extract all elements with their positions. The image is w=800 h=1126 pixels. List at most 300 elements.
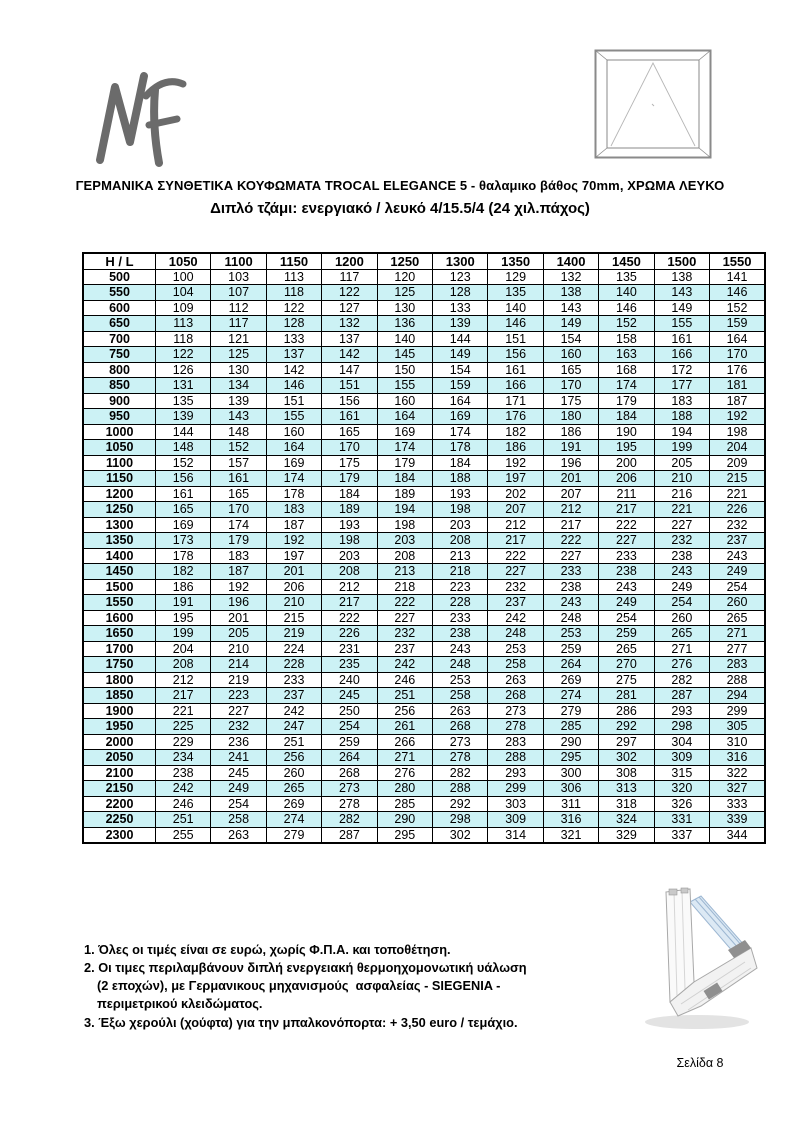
price-cell: 186 xyxy=(488,440,543,456)
price-cell: 295 xyxy=(377,827,432,843)
price-cell: 143 xyxy=(211,409,266,425)
table-row xyxy=(83,750,765,766)
price-cell: 253 xyxy=(488,641,543,657)
price-cell: 287 xyxy=(322,827,377,843)
price-cell: 118 xyxy=(156,331,211,347)
price-cell: 310 xyxy=(710,734,765,750)
price-cell: 238 xyxy=(599,564,654,580)
price-cell: 140 xyxy=(377,331,432,347)
price-cell: 320 xyxy=(654,781,709,797)
price-cell: 203 xyxy=(433,517,488,533)
table-row xyxy=(83,672,765,688)
price-cell: 197 xyxy=(488,471,543,487)
price-cell: 164 xyxy=(710,331,765,347)
price-cell: 249 xyxy=(710,564,765,580)
price-cell: 178 xyxy=(266,486,321,502)
row-header: 1900 xyxy=(83,703,156,719)
price-cell: 194 xyxy=(377,502,432,518)
price-cell: 157 xyxy=(211,455,266,471)
price-cell: 237 xyxy=(710,533,765,549)
price-cell: 278 xyxy=(322,796,377,812)
price-cell: 191 xyxy=(156,595,211,611)
row-header: 1100 xyxy=(83,455,156,471)
price-cell: 221 xyxy=(710,486,765,502)
table-row xyxy=(83,641,765,657)
price-cell: 322 xyxy=(710,765,765,781)
price-cell: 137 xyxy=(266,347,321,363)
corner-label: H / L xyxy=(83,253,156,269)
price-cell: 258 xyxy=(488,657,543,673)
price-cell: 256 xyxy=(377,703,432,719)
price-cell: 274 xyxy=(543,688,598,704)
price-cell: 192 xyxy=(266,533,321,549)
price-cell: 285 xyxy=(377,796,432,812)
price-cell: 309 xyxy=(654,750,709,766)
price-cell: 212 xyxy=(156,672,211,688)
price-cell: 265 xyxy=(710,610,765,626)
price-cell: 155 xyxy=(654,316,709,332)
price-cell: 133 xyxy=(266,331,321,347)
price-cell: 292 xyxy=(599,719,654,735)
price-cell: 214 xyxy=(211,657,266,673)
price-cell: 142 xyxy=(266,362,321,378)
price-cell: 196 xyxy=(543,455,598,471)
price-cell: 228 xyxy=(433,595,488,611)
price-cell: 154 xyxy=(433,362,488,378)
price-cell: 228 xyxy=(266,657,321,673)
price-cell: 198 xyxy=(710,424,765,440)
price-cell: 243 xyxy=(433,641,488,657)
note-line: 1. Όλες οι τιμές είναι σε ευρώ, χωρίς Φ.Π.Α. και τοποθέτηση. xyxy=(84,942,451,957)
price-cell: 249 xyxy=(211,781,266,797)
price-cell: 253 xyxy=(543,626,598,642)
price-cell: 299 xyxy=(710,703,765,719)
price-cell: 329 xyxy=(599,827,654,843)
price-cell: 282 xyxy=(322,812,377,828)
price-cell: 202 xyxy=(488,486,543,502)
column-header: 1150 xyxy=(266,253,321,269)
price-cell: 208 xyxy=(156,657,211,673)
price-cell: 259 xyxy=(322,734,377,750)
price-cell: 255 xyxy=(156,827,211,843)
price-cell: 210 xyxy=(266,595,321,611)
price-cell: 187 xyxy=(266,517,321,533)
price-cell: 258 xyxy=(433,688,488,704)
price-cell: 193 xyxy=(322,517,377,533)
price-cell: 165 xyxy=(156,502,211,518)
price-cell: 246 xyxy=(377,672,432,688)
price-cell: 308 xyxy=(599,765,654,781)
price-cell: 132 xyxy=(322,316,377,332)
price-cell: 104 xyxy=(156,285,211,301)
price-cell: 195 xyxy=(156,610,211,626)
price-cell: 247 xyxy=(266,719,321,735)
table-row xyxy=(83,486,765,502)
tilt-window-icon xyxy=(594,49,712,159)
price-cell: 224 xyxy=(266,641,321,657)
price-cell: 273 xyxy=(433,734,488,750)
price-cell: 265 xyxy=(599,641,654,657)
price-cell: 259 xyxy=(543,641,598,657)
row-header: 2300 xyxy=(83,827,156,843)
price-cell: 316 xyxy=(543,812,598,828)
price-cell: 268 xyxy=(488,688,543,704)
price-cell: 238 xyxy=(654,548,709,564)
price-cell: 174 xyxy=(377,440,432,456)
price-cell: 113 xyxy=(156,316,211,332)
price-cell: 251 xyxy=(377,688,432,704)
price-cell: 221 xyxy=(654,502,709,518)
price-cell: 227 xyxy=(377,610,432,626)
price-cell: 205 xyxy=(654,455,709,471)
row-header: 1400 xyxy=(83,548,156,564)
price-cell: 233 xyxy=(266,672,321,688)
row-header: 1700 xyxy=(83,641,156,657)
price-cell: 227 xyxy=(599,533,654,549)
price-cell: 123 xyxy=(433,269,488,285)
price-cell: 238 xyxy=(156,765,211,781)
price-cell: 143 xyxy=(654,285,709,301)
price-cell: 204 xyxy=(156,641,211,657)
price-table xyxy=(82,252,766,844)
price-cell: 122 xyxy=(266,300,321,316)
price-cell: 146 xyxy=(488,316,543,332)
table-row xyxy=(83,455,765,471)
price-cell: 234 xyxy=(156,750,211,766)
price-cell: 314 xyxy=(488,827,543,843)
price-cell: 207 xyxy=(488,502,543,518)
table-row xyxy=(83,703,765,719)
price-cell: 235 xyxy=(322,657,377,673)
price-cell: 203 xyxy=(322,548,377,564)
price-cell: 283 xyxy=(710,657,765,673)
price-cell: 271 xyxy=(710,626,765,642)
price-cell: 164 xyxy=(433,393,488,409)
price-cell: 203 xyxy=(377,533,432,549)
price-cell: 265 xyxy=(266,781,321,797)
price-cell: 344 xyxy=(710,827,765,843)
price-cell: 169 xyxy=(433,409,488,425)
price-cell: 237 xyxy=(377,641,432,657)
row-header: 550 xyxy=(83,285,156,301)
price-cell: 282 xyxy=(654,672,709,688)
price-cell: 254 xyxy=(710,579,765,595)
price-cell: 277 xyxy=(710,641,765,657)
price-cell: 238 xyxy=(543,579,598,595)
price-cell: 140 xyxy=(488,300,543,316)
price-cell: 149 xyxy=(654,300,709,316)
row-header: 2200 xyxy=(83,796,156,812)
price-cell: 231 xyxy=(322,641,377,657)
price-cell: 222 xyxy=(377,595,432,611)
table-row xyxy=(83,657,765,673)
price-cell: 146 xyxy=(710,285,765,301)
row-header: 800 xyxy=(83,362,156,378)
price-cell: 125 xyxy=(211,347,266,363)
price-cell: 248 xyxy=(433,657,488,673)
price-cell: 166 xyxy=(488,378,543,394)
row-header: 1750 xyxy=(83,657,156,673)
price-cell: 321 xyxy=(543,827,598,843)
price-cell: 165 xyxy=(322,424,377,440)
price-cell: 146 xyxy=(599,300,654,316)
price-cell: 295 xyxy=(543,750,598,766)
price-cell: 327 xyxy=(710,781,765,797)
row-header: 1150 xyxy=(83,471,156,487)
price-cell: 219 xyxy=(266,626,321,642)
price-cell: 265 xyxy=(654,626,709,642)
table-row xyxy=(83,502,765,518)
price-cell: 242 xyxy=(156,781,211,797)
price-cell: 129 xyxy=(488,269,543,285)
price-cell: 232 xyxy=(488,579,543,595)
price-cell: 191 xyxy=(543,440,598,456)
price-cell: 169 xyxy=(156,517,211,533)
price-cell: 268 xyxy=(322,765,377,781)
price-cell: 139 xyxy=(156,409,211,425)
price-cell: 288 xyxy=(710,672,765,688)
price-cell: 261 xyxy=(377,719,432,735)
table-row xyxy=(83,610,765,626)
table-row xyxy=(83,378,765,394)
price-cell: 237 xyxy=(488,595,543,611)
price-cell: 275 xyxy=(599,672,654,688)
price-cell: 183 xyxy=(211,548,266,564)
page-number: Σελίδα 8 xyxy=(676,1056,724,1070)
table-row xyxy=(83,362,765,378)
price-cell: 254 xyxy=(654,595,709,611)
price-cell: 217 xyxy=(322,595,377,611)
price-cell: 183 xyxy=(654,393,709,409)
price-cell: 139 xyxy=(211,393,266,409)
column-header: 1300 xyxy=(433,253,488,269)
row-header: 1500 xyxy=(83,579,156,595)
price-cell: 155 xyxy=(377,378,432,394)
price-cell: 141 xyxy=(710,269,765,285)
price-cell: 179 xyxy=(599,393,654,409)
table-row xyxy=(83,393,765,409)
table-row xyxy=(83,440,765,456)
price-cell: 217 xyxy=(599,502,654,518)
column-header: 1100 xyxy=(211,253,266,269)
price-table-body xyxy=(83,269,765,843)
price-cell: 242 xyxy=(266,703,321,719)
table-row xyxy=(83,564,765,580)
price-cell: 200 xyxy=(599,455,654,471)
price-cell: 204 xyxy=(710,440,765,456)
price-cell: 232 xyxy=(710,517,765,533)
price-cell: 274 xyxy=(266,812,321,828)
price-cell: 251 xyxy=(156,812,211,828)
price-cell: 150 xyxy=(377,362,432,378)
price-cell: 163 xyxy=(599,347,654,363)
window-profile-photo xyxy=(633,886,767,1036)
note-line: (2 εποχών), με Γερμανικους μηχανισμούς ασφαλείας - SIEGENIA - xyxy=(97,978,501,994)
price-cell: 293 xyxy=(488,765,543,781)
price-cell: 130 xyxy=(211,362,266,378)
price-cell: 279 xyxy=(266,827,321,843)
price-cell: 208 xyxy=(377,548,432,564)
price-cell: 206 xyxy=(599,471,654,487)
price-cell: 188 xyxy=(433,471,488,487)
price-cell: 161 xyxy=(654,331,709,347)
price-cell: 260 xyxy=(266,765,321,781)
price-cell: 221 xyxy=(156,703,211,719)
price-cell: 293 xyxy=(654,703,709,719)
price-cell: 212 xyxy=(322,579,377,595)
price-cell: 160 xyxy=(266,424,321,440)
row-header: 900 xyxy=(83,393,156,409)
price-cell: 306 xyxy=(543,781,598,797)
price-cell: 165 xyxy=(543,362,598,378)
price-cell: 149 xyxy=(543,316,598,332)
price-cell: 219 xyxy=(211,672,266,688)
price-cell: 135 xyxy=(488,285,543,301)
price-cell: 213 xyxy=(433,548,488,564)
price-cell: 138 xyxy=(654,269,709,285)
price-cell: 298 xyxy=(433,812,488,828)
nf-logo-icon xyxy=(88,70,198,174)
price-cell: 126 xyxy=(156,362,211,378)
price-cell: 135 xyxy=(599,269,654,285)
price-cell: 117 xyxy=(322,269,377,285)
price-cell: 134 xyxy=(211,378,266,394)
price-cell: 279 xyxy=(543,703,598,719)
price-cell: 290 xyxy=(543,734,598,750)
price-cell: 212 xyxy=(488,517,543,533)
price-cell: 152 xyxy=(211,440,266,456)
price-cell: 170 xyxy=(543,378,598,394)
table-row xyxy=(83,734,765,750)
price-cell: 201 xyxy=(266,564,321,580)
column-header: 1500 xyxy=(654,253,709,269)
column-header: 1050 xyxy=(156,253,211,269)
price-cell: 103 xyxy=(211,269,266,285)
price-cell: 294 xyxy=(710,688,765,704)
price-cell: 174 xyxy=(211,517,266,533)
price-cell: 232 xyxy=(377,626,432,642)
price-cell: 225 xyxy=(156,719,211,735)
price-notes xyxy=(84,941,624,1032)
price-cell: 132 xyxy=(543,269,598,285)
header-row xyxy=(83,253,765,269)
price-cell: 326 xyxy=(654,796,709,812)
price-cell: 151 xyxy=(266,393,321,409)
row-header: 1050 xyxy=(83,440,156,456)
price-cell: 298 xyxy=(654,719,709,735)
price-cell: 154 xyxy=(543,331,598,347)
price-cell: 218 xyxy=(377,579,432,595)
price-cell: 246 xyxy=(156,796,211,812)
price-cell: 254 xyxy=(211,796,266,812)
price-cell: 227 xyxy=(654,517,709,533)
price-cell: 210 xyxy=(654,471,709,487)
price-cell: 248 xyxy=(543,610,598,626)
price-cell: 198 xyxy=(433,502,488,518)
row-header: 1250 xyxy=(83,502,156,518)
price-cell: 208 xyxy=(322,564,377,580)
price-cell: 285 xyxy=(543,719,598,735)
price-cell: 243 xyxy=(710,548,765,564)
price-cell: 243 xyxy=(654,564,709,580)
price-cell: 159 xyxy=(710,316,765,332)
price-cell: 233 xyxy=(433,610,488,626)
price-cell: 170 xyxy=(211,502,266,518)
price-cell: 178 xyxy=(156,548,211,564)
price-cell: 117 xyxy=(211,316,266,332)
price-cell: 240 xyxy=(322,672,377,688)
row-header: 2050 xyxy=(83,750,156,766)
price-cell: 264 xyxy=(543,657,598,673)
price-cell: 151 xyxy=(322,378,377,394)
price-cell: 168 xyxy=(599,362,654,378)
price-cell: 176 xyxy=(710,362,765,378)
price-cell: 170 xyxy=(710,347,765,363)
price-cell: 152 xyxy=(599,316,654,332)
price-cell: 233 xyxy=(599,548,654,564)
row-header: 1350 xyxy=(83,533,156,549)
price-cell: 276 xyxy=(654,657,709,673)
row-header: 1950 xyxy=(83,719,156,735)
row-header: 2150 xyxy=(83,781,156,797)
price-cell: 337 xyxy=(654,827,709,843)
row-header: 700 xyxy=(83,331,156,347)
row-header: 1550 xyxy=(83,595,156,611)
price-cell: 205 xyxy=(211,626,266,642)
price-cell: 120 xyxy=(377,269,432,285)
price-cell: 156 xyxy=(322,393,377,409)
table-row xyxy=(83,579,765,595)
price-cell: 207 xyxy=(543,486,598,502)
price-cell: 333 xyxy=(710,796,765,812)
price-cell: 313 xyxy=(599,781,654,797)
row-header: 2250 xyxy=(83,812,156,828)
price-cell: 148 xyxy=(156,440,211,456)
price-cell: 243 xyxy=(543,595,598,611)
price-cell: 300 xyxy=(543,765,598,781)
row-header: 1000 xyxy=(83,424,156,440)
price-cell: 152 xyxy=(710,300,765,316)
price-cell: 171 xyxy=(488,393,543,409)
price-cell: 222 xyxy=(543,533,598,549)
table-row xyxy=(83,719,765,735)
price-cell: 236 xyxy=(211,734,266,750)
price-cell: 304 xyxy=(654,734,709,750)
row-header: 750 xyxy=(83,347,156,363)
price-cell: 151 xyxy=(488,331,543,347)
price-cell: 233 xyxy=(543,564,598,580)
price-cell: 276 xyxy=(377,765,432,781)
price-cell: 212 xyxy=(543,502,598,518)
price-cell: 227 xyxy=(488,564,543,580)
price-cell: 184 xyxy=(433,455,488,471)
price-cell: 144 xyxy=(156,424,211,440)
note-line: 2. Οι τιμες περιλαμβάνουν διπλή ενεργειακή θερμοηχομονωτική υάλωση xyxy=(84,960,527,976)
price-cell: 217 xyxy=(543,517,598,533)
price-cell: 174 xyxy=(599,378,654,394)
table-row xyxy=(83,827,765,843)
row-header: 2000 xyxy=(83,734,156,750)
price-cell: 135 xyxy=(156,393,211,409)
price-table-header xyxy=(83,253,765,269)
price-cell: 122 xyxy=(322,285,377,301)
price-cell: 287 xyxy=(654,688,709,704)
column-header: 1400 xyxy=(543,253,598,269)
price-cell: 164 xyxy=(266,440,321,456)
price-cell: 271 xyxy=(377,750,432,766)
price-cell: 188 xyxy=(654,409,709,425)
table-row xyxy=(83,285,765,301)
